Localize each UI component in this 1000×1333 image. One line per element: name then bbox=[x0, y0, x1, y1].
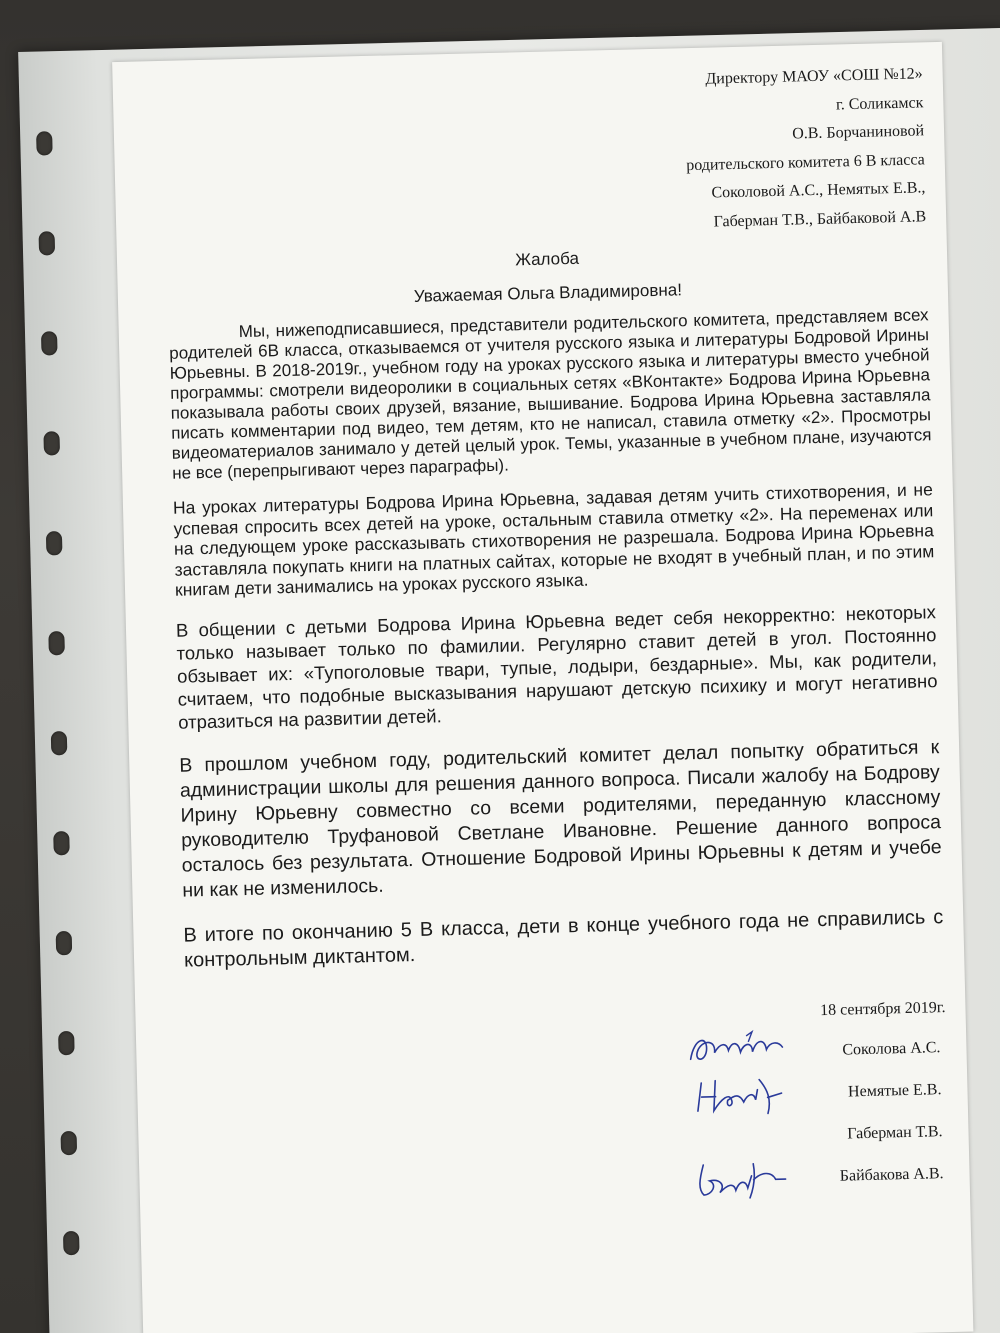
addressee-block bbox=[163, 60, 927, 250]
addressee-line: Габерман Т.В., Байбаковой А.В bbox=[713, 207, 927, 230]
signatory-name: Байбакова А.В. bbox=[839, 1164, 944, 1185]
letter-body bbox=[163, 60, 950, 1213]
addressee-line: г. Соликамск bbox=[835, 93, 924, 113]
punch-hole bbox=[63, 1231, 80, 1255]
punch-hole bbox=[53, 831, 70, 855]
punch-hole bbox=[58, 1031, 75, 1055]
punch-hole bbox=[41, 331, 58, 355]
punch-hole bbox=[51, 731, 68, 755]
signatory-name: Немятые Е.В. bbox=[847, 1080, 942, 1100]
signature-block bbox=[186, 1027, 950, 1214]
punch-hole bbox=[56, 931, 73, 955]
handwritten-signature bbox=[689, 1152, 800, 1201]
punch-hole bbox=[48, 631, 65, 655]
paragraph: Мы, нижеподписавшиеся, представители родительского комитета, представляем всех родителей 6В класса, отказываемся от учителя русского языка и литературы Бодровой Ирины Юрьевны. В 2018-2019г., учебном году на уроках русского языка и литературы вместо учебной программы: смотрели видеоролики в социальных сетях «ВКонтакте» Бодрова Ирина Юрьевна показывала работы своих друзей, вязание, вышивание. Бодрова Ирина Юрьевна заставляла писать комментарии под видео, тем детям, кто не написал, ставила отметку «2». Просмотры видеоматериалов занимало у детей целый урок. Темы, указанные в учебном плане, изучаются не все (перепрыгивают через параграфы). bbox=[169, 305, 932, 483]
signatory-name: Габерман Т.В. bbox=[847, 1122, 943, 1142]
paragraph: В общении с детьми Бодрова Ирина Юрьевна ведет себя некорректно: некоторых только называет только по фамилии. Регулярно ставит детей в угол. Постоянно обзывает их: «Тупоголовые твари, тупые, лодыри, бездарные». Мы, как родители, считаем, что подобные высказывания нарушают детскую психику и могут негативно отразиться на развитии детей. bbox=[175, 600, 938, 733]
paragraph: В прошлом учебном году, родительский комитет делал попытку обратиться к администрации школы для решения данного вопроса. Писали жалобу на Бодрову Ирину Юрьевну совместно со всеми родителями, переданную классному руководителю Труфановой Светлане Ивановне. Решение данного вопроса осталось без результата. Отношение Бодровой Ирины Юрьевны к детям и учебе ни как не изменилось. bbox=[179, 735, 942, 902]
punch-hole bbox=[36, 131, 53, 155]
signatory-name: Соколова А.С. bbox=[842, 1038, 941, 1059]
letter-date: 18 сентября 2019г. bbox=[819, 998, 946, 1019]
punch-hole bbox=[39, 231, 56, 255]
paragraph: В итоге по окончанию 5 В класса, дети в конце учебного года не справились с контрольным диктантом. bbox=[183, 905, 944, 972]
complaint-letter bbox=[112, 42, 973, 1333]
addressee-line: О.В. Борчаниновой bbox=[792, 122, 925, 143]
addressee-line: Соколовой А.С., Немятых Е.В., bbox=[711, 179, 926, 202]
handwritten-signature bbox=[687, 1068, 798, 1117]
punch-hole bbox=[46, 531, 63, 555]
addressee-line: Директору МАОУ «СОШ №12» bbox=[705, 65, 923, 88]
addressee-line: родительского комитета 6 В класса bbox=[685, 150, 925, 174]
document-title: Жалоба bbox=[514, 248, 580, 270]
greeting: Уважаемая Ольга Владимировна! bbox=[413, 280, 683, 306]
punch-hole bbox=[43, 431, 60, 455]
punch-hole bbox=[61, 1131, 78, 1155]
paragraph: На уроках литературы Бодрова Ирина Юрьевна, задавая детям учить стихотворения, и не успевая спросить всех детей на уроке, остальным ставила отметку «2». На переменах или на следующем уроке рассказывать стихотворения не разрешала. Бодрова Ирина Юрьевна заставляла покупать книги на платных сайтах, которые не входят в учебный план, и по этим книгам дети занимались на уроках русского языка. bbox=[172, 479, 935, 600]
